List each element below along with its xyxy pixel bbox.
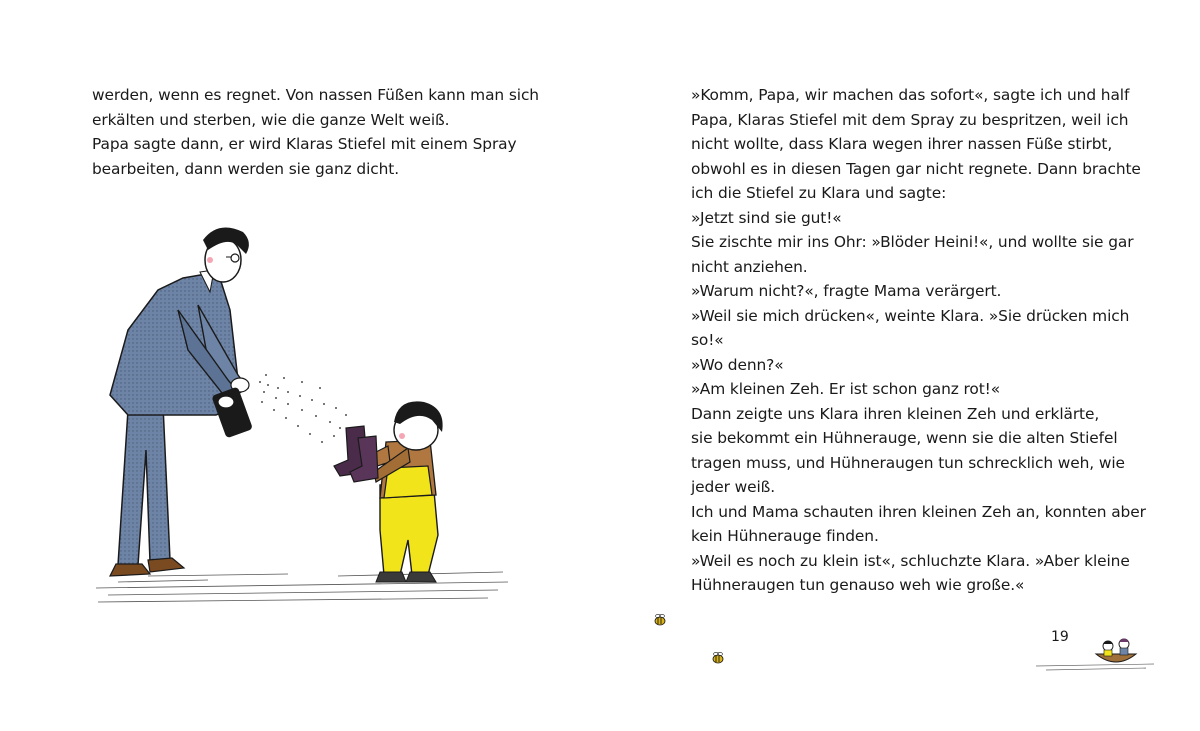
spray-mist bbox=[259, 374, 347, 443]
text-line: »Am kleinen Zeh. Er ist schon ganz rot!« bbox=[691, 380, 1001, 398]
text-line: bearbeiten, dann werden sie ganz dicht. bbox=[92, 159, 400, 178]
text-line: Dann zeigte uns Klara ihren kleinen Zeh und erklärte, bbox=[691, 404, 1100, 423]
text-line: »Wo denn?« bbox=[691, 355, 784, 374]
text-line: tragen muss, und Hühneraugen tun schrecklich weh, wie bbox=[691, 453, 1125, 472]
page-number: 19 bbox=[1051, 629, 1069, 645]
text-line: kein Hühnerauge finden. bbox=[691, 527, 879, 545]
text-line: »Jetzt sind sie gut!« bbox=[691, 208, 842, 227]
text-line: so!« bbox=[691, 331, 724, 349]
text-line: »Weil sie mich drücken«, weinte Klara. »Sie drücken mich bbox=[691, 306, 1130, 325]
text-line: werden, wenn es regnet. Von nassen Füßen kann man sich bbox=[92, 86, 539, 104]
text-line: nicht anziehen. bbox=[691, 257, 808, 276]
text-line: »Weil es noch zu klein ist«, schluchzte Klara. »Aber kleine bbox=[691, 551, 1130, 570]
right-page-text bbox=[691, 83, 1146, 598]
text-line: nicht wollte, dass Klara wegen ihrer nassen Füße stirbt, bbox=[691, 135, 1113, 153]
papa-spraying-boots-illustration bbox=[88, 210, 518, 610]
papa-figure bbox=[110, 228, 253, 577]
text-line: »Komm, Papa, wir machen das sofort«, sagte ich und half bbox=[691, 86, 1130, 104]
text-line: Papa, Klaras Stiefel mit dem Spray zu bespritzen, weil ich bbox=[691, 110, 1129, 129]
text-line: obwohl es in diesen Tagen gar nicht regnete. Dann brachte bbox=[691, 159, 1141, 178]
text-line: jeder weiß. bbox=[691, 478, 776, 496]
klara-figure bbox=[334, 401, 443, 582]
text-line: Sie zischte mir ins Ohr: »Blöder Heini!«, und wollte sie gar bbox=[691, 233, 1134, 251]
right-page bbox=[600, 0, 1200, 731]
text-line: erkälten und sterben, wie die ganze Welt weiß. bbox=[92, 110, 450, 129]
ground-hatching bbox=[96, 572, 508, 602]
text-line: »Warum nicht?«, fragte Mama verärgert. bbox=[691, 282, 1002, 300]
text-line: Papa sagte dann, er wird Klaras Stiefel mit einem Spray bbox=[92, 135, 517, 153]
kids-in-basket-illustration bbox=[1036, 632, 1156, 674]
left-page-text bbox=[92, 83, 539, 181]
text-line: Hühneraugen tun genauso weh wie große.« bbox=[691, 576, 1025, 594]
text-line: sie bekommt ein Hühnerauge, wenn sie die alten Stiefel bbox=[691, 429, 1118, 447]
text-line: Ich und Mama schauten ihren kleinen Zeh an, konnten aber bbox=[691, 502, 1146, 521]
text-line: ich die Stiefel zu Klara und sagte: bbox=[691, 184, 947, 202]
